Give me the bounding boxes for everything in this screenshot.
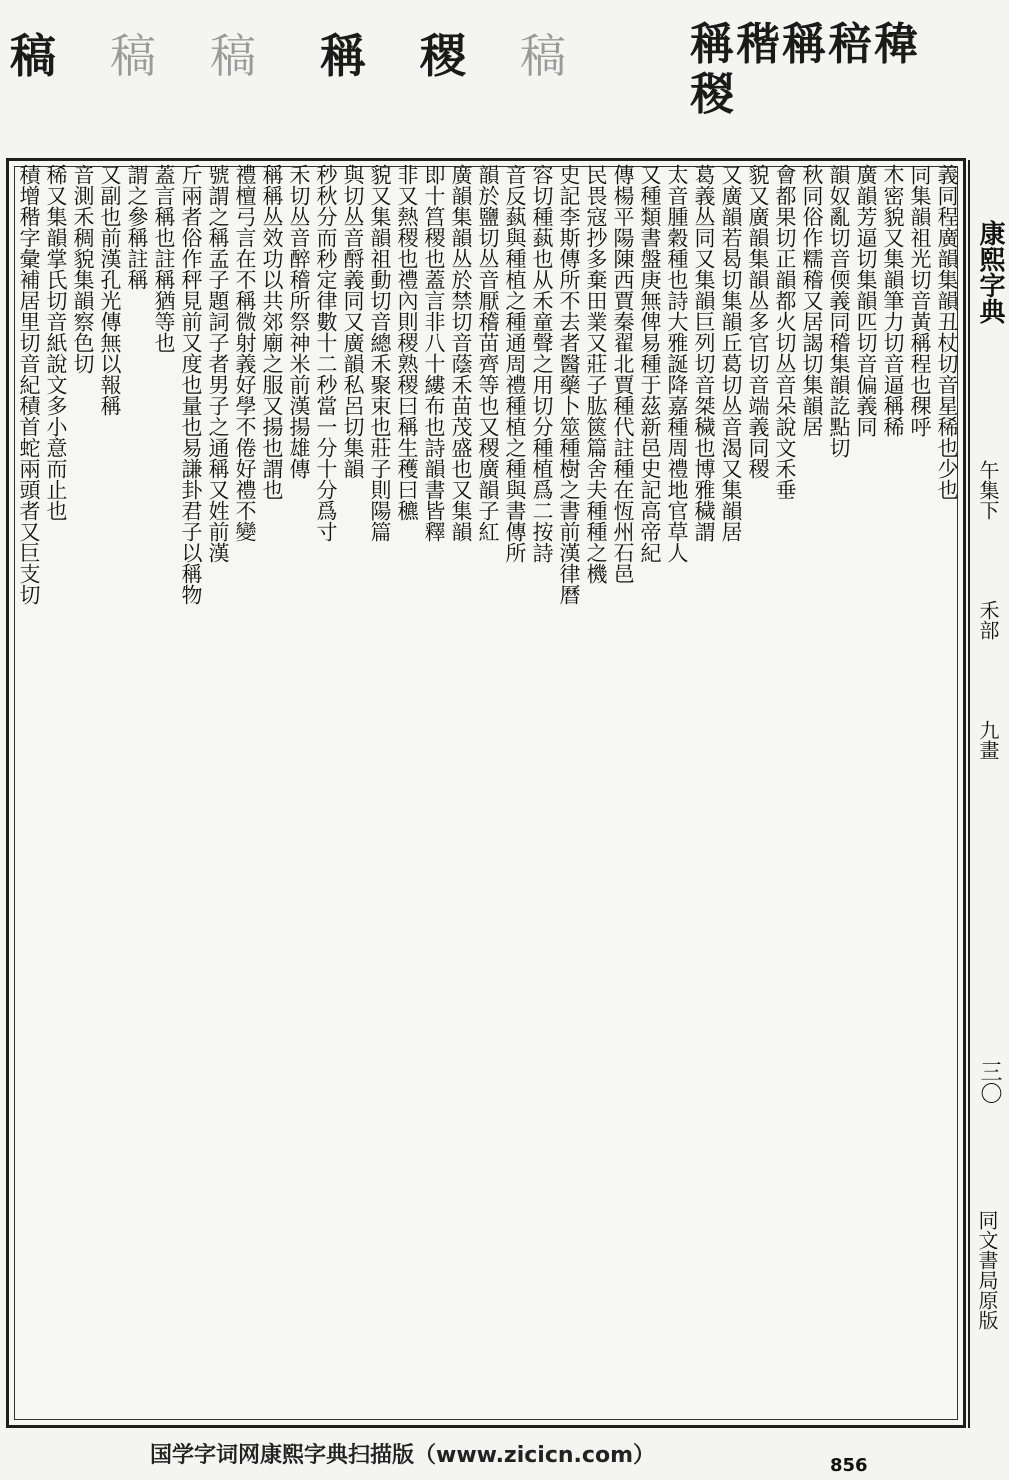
text-column: 蓋言稱也註稱猶等也 (152, 164, 176, 353)
text-column: 號謂之稱孟子題詞子者男子之通稱又姓前漢 (206, 164, 230, 563)
text-column: 太音腫穀種也詩大雅誕降嘉種周禮地官草人 (665, 164, 689, 563)
footer-watermark: 国学字词网康熙字典扫描版（www.zicicn.com） (150, 1443, 655, 1468)
text-column: 謂之參稱註稱 (125, 164, 149, 290)
text-column: 音反蓺與種植之種通周禮種植之種與書傳所 (503, 164, 527, 563)
section-label: 午集下 (976, 460, 1000, 520)
text-column: 禾切丛音醉稽所祭神米前漢揚雄傳 (287, 164, 311, 479)
text-column: 廣韻芳逼切集韻匹切音偏義同 (854, 164, 878, 437)
radical-label: 禾部 (976, 600, 1000, 640)
text-column: 秋同俗作糯稽又居謁切集韻居 (800, 164, 824, 437)
text-column: 葛義丛同又集韻巨列切音桀穢也博雅穢謂 (692, 164, 716, 542)
text-column: 韻於鹽切丛音厭稽苗齊等也又稷廣韻子紅 (476, 164, 500, 542)
text-column: 貌又廣韻集韻丛多官切音端義同稷 (746, 164, 770, 479)
seal-char-faint-3: 稿 (520, 29, 568, 83)
text-column: 容切種蓺也从禾童聲之用切分種植爲二按詩 (530, 164, 554, 563)
text-column: 又種類書盤庚無俾易種于茲新邑史記高帝紀 (638, 164, 662, 563)
text-column: 同集韻祖光切音黃稱程也稞呼 (908, 164, 932, 437)
text-column: 會都果切正韻都火切丛音朵說文禾垂 (773, 164, 797, 500)
seal-char-mid2: 稷 (420, 29, 468, 83)
text-column: 積增稭字彙補居里切音紀積首蛇兩頭者又巨支切 (17, 164, 41, 605)
text-column: 稱稱丛效功以共郊廟之服又揚也謂也 (260, 164, 284, 500)
text-column: 傳楊平陽陳西賈秦翟北賈種代註種在恆州石邑 (611, 164, 635, 584)
text-column: 非又熱稷也禮內則稷熟稷曰稱生穫曰穮 (395, 164, 419, 521)
text-column: 又廣韻若曷切集韻丘葛切丛音渴又集韻居 (719, 164, 743, 542)
text-column: 即十筥稷也蓋言非八十縷布也詩韻書皆釋 (422, 164, 446, 542)
dictionary-title: 康熙字典 (975, 220, 1005, 324)
text-column: 禮檀弓言在不稱微射義好學不倦好禮不變 (233, 164, 257, 542)
margin-column (968, 160, 1005, 1428)
text-column: 又副也前漢孔光傳無以報稱 (98, 164, 122, 416)
text-column: 民畏寇抄多棄田業又莊子肱篋篇舍夫種種之機 (584, 164, 608, 584)
seal-char-right-group: 稱稭稱稖稦稯 (690, 19, 920, 120)
text-column: 韻奴亂切音偄義同稽集韻訖點切 (827, 164, 851, 458)
seal-char-faint-1: 稿 (110, 29, 158, 83)
publisher-label: 同文書局原版 (975, 1210, 999, 1330)
text-column: 廣韻集韻丛於禁切音蔭禾苗茂盛也又集韻 (449, 164, 473, 542)
text-column: 木密貌又集韻筆力切音逼稱稀 (881, 164, 905, 437)
text-column: 斤兩者俗作秤見前又度也量也易謙卦君子以稱物 (179, 164, 203, 605)
text-columns (12, 164, 960, 1422)
text-column: 貌又集韻祖動切音總禾聚束也莊子則陽篇 (368, 164, 392, 542)
seal-char-left: 稿 (10, 29, 58, 83)
folio-number: 三〇 (977, 1060, 1002, 1104)
text-column: 義同程廣韻集韻丑杖切音星稀也少也 (935, 164, 959, 500)
text-column: 音測禾稠貌集韻察色切 (71, 164, 95, 374)
page-number: 856 (830, 1455, 868, 1476)
text-column: 史記李斯傳所不去者醫藥卜筮種樹之書前漢律曆 (557, 164, 581, 605)
text-column: 稀又集韻掌氏切音紙說文多小意而止也 (44, 164, 68, 521)
text-column: 與切丛音酹義同又廣韻私呂切集韻 (341, 164, 365, 479)
seal-char-faint-2: 稿 (210, 29, 258, 83)
text-column: 秒秋分而秒定律數十二秒當一分十分爲寸 (314, 164, 338, 542)
seal-script-header (0, 0, 1000, 150)
stroke-label: 九畫 (976, 720, 1000, 760)
seal-char-mid1: 稱 (320, 29, 368, 83)
